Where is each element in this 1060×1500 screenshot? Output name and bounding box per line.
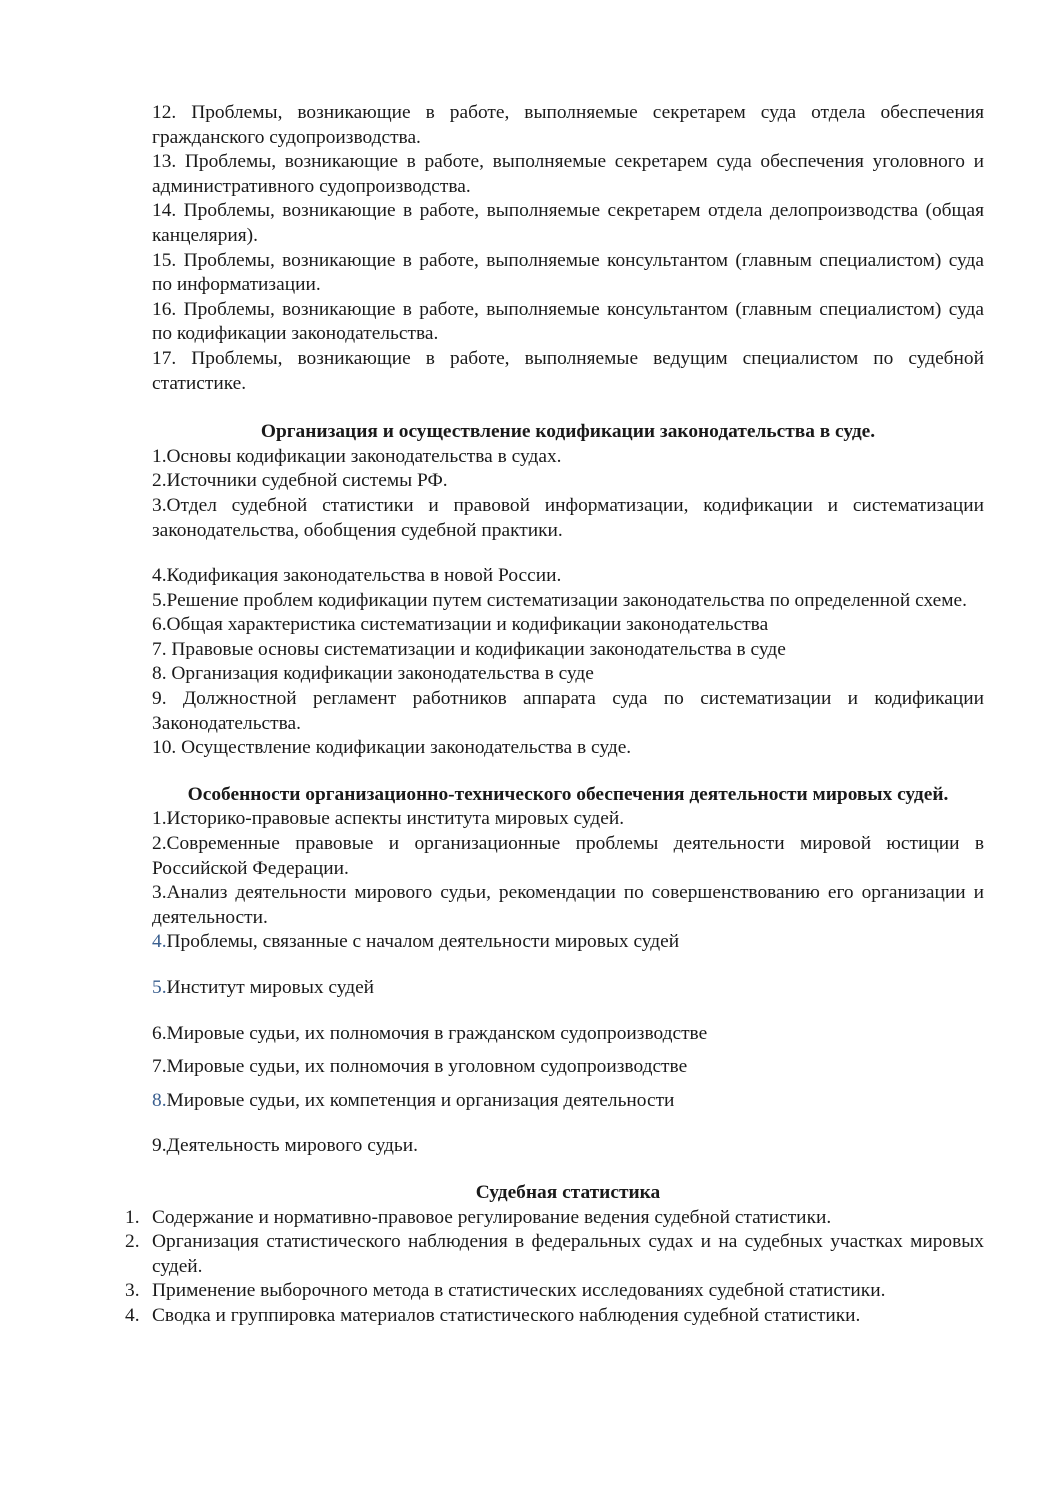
item-text: Организация статистического наблюдения в федеральных судах и на судебных участках мировых судей. [152,1231,984,1277]
item-number: 8. [152,1089,167,1111]
section-heading-statistics: Судебная статистика [475,1181,661,1203]
section-heading-codification: Организация и осуществление кодификации законодательства в суде. [260,421,876,443]
list-item: 13. Проблемы, возникающие в работе, выполняемые секретарем суда обеспечения уголовного и административного судопроизводства. [152,151,984,197]
statistics-list [125,1206,984,1329]
list-marker: 4. [125,1304,140,1326]
list-item: 3.Анализ деятельности мирового судьи, рекомендации по совершенствованию его организации и деятельности. [152,882,984,928]
list-item: 3.Отдел судебной статистики и правовой информатизации, кодификации и систематизации законодательства, обобщения судебной практики. [152,494,984,541]
item-text: Сводка и группировка материалов статистического наблюдения судебной статистики. [152,1304,861,1326]
list-item: 5.Решение проблем кодификации путем систематизации законодательства по определенной схеме. [152,589,967,611]
document-page [125,101,984,1329]
list-item: 14. Проблемы, возникающие в работе, выполняемые секретарем отдела делопроизводства (общая канцелярия). [152,200,984,246]
list-item: 15. Проблемы, возникающие в работе, выполняемые консультантом (главным специалистом) суда по информатизации. [152,249,984,296]
list-item: 9. Должностной регламент работников аппарата суда по систематизации и кодификации Законодательства. [152,688,984,734]
list-marker: 3. [125,1280,140,1302]
list-item: 17. Проблемы, возникающие в работе, выполняемые ведущим специалистом по судебной статистике. [152,347,984,394]
list-item [152,976,984,1001]
problems-list [152,101,984,396]
list-item: 6.Мировые судьи, их полномочия в гражданском судопроизводстве [152,1022,708,1044]
list-item [125,1206,984,1231]
item-number: 5. [152,977,167,998]
section-heading-magistrates: Особенности организационно-технического обеспечения деятельности мировых судей. [187,783,949,805]
item-text: Институт мировых судей [166,977,375,998]
list-item: 6.Общая характеристика систематизации и кодификации законодательства [152,614,769,636]
list-item: 1.Основы кодификации законодательства в судах. [152,445,562,467]
item-number: 4. [152,931,167,953]
list-marker: 2. [125,1231,140,1253]
list-item: 2.Современные правовые и организационные проблемы деятельности мировой юстиции в Российской Федерации. [152,833,984,879]
list-item: 2.Источники судебной системы РФ. [152,470,448,492]
list-item: 12. Проблемы, возникающие в работе, выполняемые секретарем суда отдела обеспечения гражданского судопроизводства. [152,102,984,148]
codification-list [152,445,984,761]
list-item [125,1279,984,1304]
list-item: 7.Мировые судьи, их полномочия в уголовном судопроизводстве [152,1056,688,1078]
list-item: 1.Историко-правовые аспекты института мировых судей. [152,808,625,830]
list-item: 8. Организация кодификации законодательства в суде [152,663,594,685]
list-item: 4.Кодификация законодательства в новой России. [152,565,562,587]
list-marker: 1. [125,1206,140,1228]
item-text: Содержание и нормативно-правовое регулирование ведения судебной статистики. [152,1206,832,1228]
item-text: Проблемы, связанные с началом деятельности мировых судей [166,931,680,953]
list-item [125,1230,984,1279]
list-item: 10. Осуществление кодификации законодательства в суде. [152,737,632,759]
list-item [152,1089,984,1114]
list-item [152,930,984,955]
magistrates-list [152,807,984,1159]
item-text: Мировые судьи, их компетенция и организация деятельности [166,1089,675,1111]
list-item: 16. Проблемы, возникающие в работе, выполняемые консультантом (главным специалистом) суда по кодификации законодательства. [152,298,984,345]
list-item: 7. Правовые основы систематизации и кодификации законодательства в суде [152,638,786,660]
list-item [125,1304,984,1329]
item-text: Применение выборочного метода в статистических исследованиях судебной статистики. [152,1280,886,1302]
list-item: 9.Деятельность мирового судьи. [152,1135,418,1157]
